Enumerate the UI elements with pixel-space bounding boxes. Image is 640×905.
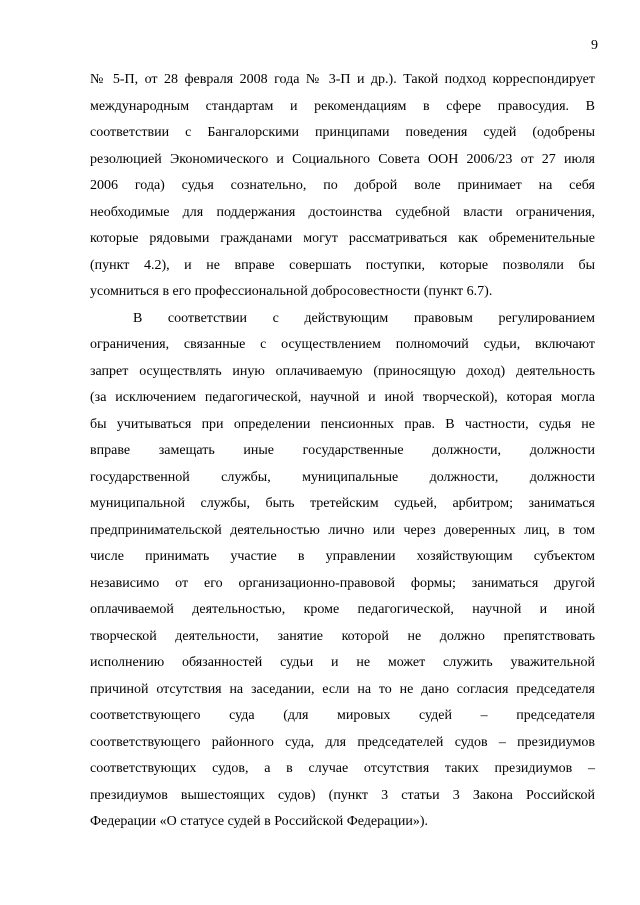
- text-line: бы учитываться при определении пенсионных прав. В частности, судья не: [90, 416, 595, 432]
- text-line: 2006 года) судья сознательно, по доброй воле принимает на себя: [90, 178, 595, 193]
- text-line: В соответствии с действующим правовым регулированием: [133, 310, 595, 326]
- text-line: резолюцией Экономического и Социального Совета ООН 2006/23 от 27 июля: [90, 151, 595, 167]
- text-line: государственной службы, муниципальные должности, должности: [90, 469, 595, 485]
- text-line: независимо от его организационно-правовой формы; заниматься другой: [90, 575, 595, 591]
- text-line: соответствующих судов, а в случае отсутствия таких президиумов –: [90, 761, 595, 776]
- text-line: числе принимать участие в управлении хозяйствующим субъектом: [90, 549, 595, 564]
- page-number: 9: [591, 38, 598, 53]
- text-line: соответствии с Бангалорскими принципами поведения судей (одобрены: [90, 125, 595, 140]
- text-line: предпринимательской деятельностью лично или через доверенных лиц, в том: [90, 522, 595, 538]
- text-line: исполнению обязанностей судьи и не может служить уважительной: [90, 655, 595, 670]
- text-line: которые рядовыми гражданами могут рассматриваться как обременительные: [90, 231, 595, 246]
- text-line: вправе замещать иные государственные должности, должности: [90, 443, 595, 458]
- document-body: [90, 67, 595, 836]
- text-line: необходимые для поддержания достоинства судебной власти ограничения,: [90, 204, 595, 220]
- text-line: причиной отсутствия на заседании, если на то не дано согласия председателя: [90, 681, 595, 697]
- text-line: (пункт 4.2), и не вправе совершать поступки, которые позволяли бы: [90, 257, 595, 273]
- text-line: оплачиваемой деятельностью, кроме педагогической, научной и иной: [90, 602, 595, 617]
- text-line: муниципальной службы, быть третейским судьей, арбитром; заниматься: [90, 496, 595, 511]
- text-line: соответствующего районного суда, для председателей судов – президиумов: [90, 734, 595, 750]
- text-line: усомниться в его профессиональной добросовестности (пункт 6.7).: [90, 284, 493, 299]
- text-line: № 5-П, от 28 февраля 2008 года № 3-П и др.). Такой подход корреспондирует: [90, 72, 595, 87]
- text-line: международным стандартам и рекомендациям в сфере правосудия. В: [90, 98, 595, 114]
- text-line: Федерации «О статусе судей в Российской Федерации»).: [90, 814, 428, 829]
- text-line: ограничения, связанные с осуществлением полномочий судьи, включают: [90, 337, 595, 352]
- text-line: (за исключением педагогической, научной и иной творческой), которая могла: [90, 390, 595, 405]
- text-line: творческой деятельности, занятие которой не должно препятствовать: [90, 628, 595, 644]
- text-line: запрет осуществлять иную оплачиваемую (приносящую доход) деятельность: [90, 363, 595, 379]
- paragraph-1: [90, 67, 595, 306]
- text-line: президиумов вышестоящих судов) (пункт 3 статьи 3 Закона Российской: [90, 787, 595, 803]
- paragraph-2: [90, 306, 595, 836]
- text-line: соответствующего суда (для мировых судей – председателя: [90, 708, 595, 723]
